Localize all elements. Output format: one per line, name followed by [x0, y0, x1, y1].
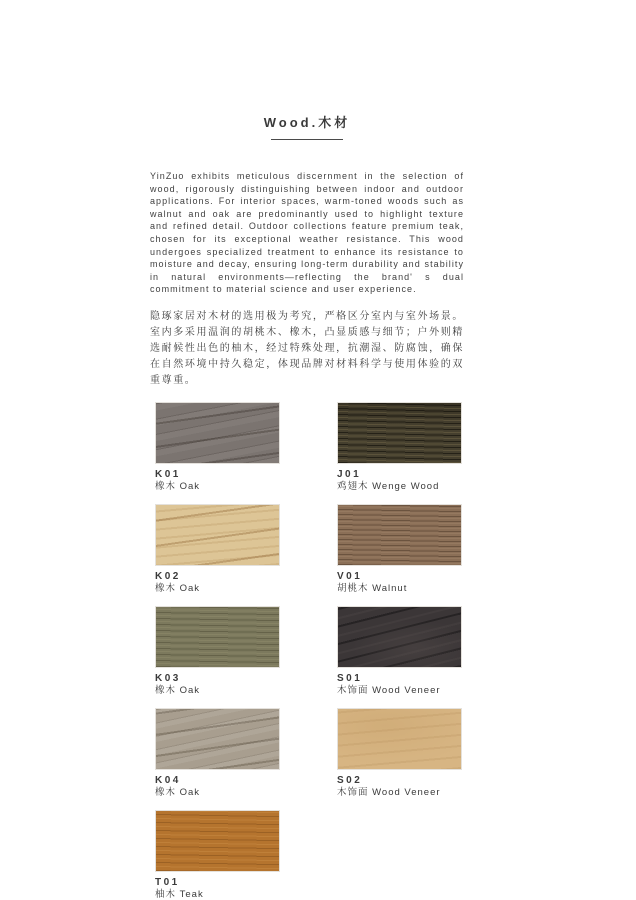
swatch-name: 橡木 Oak — [155, 786, 201, 798]
swatch-code: K02 — [155, 570, 181, 582]
intro-paragraph-english: YinZuo exhibits meticulous discernment in the selection of wood, rigorously distinguishing between indoor and outdoor applications. For interior spaces, warm-toned woods such as walnut and oak are predominantly used to highlight texture and refined detail. Outdoor collections feature premium teak, chosen for its exceptional weather resistance. This wood undergoes specialized treatment to enhance its resistance to moisture and decay, ensuring long-term durability and stability in natural environments—reflecting the brand' s dual commitment to material science and user experience. — [150, 171, 464, 295]
swatch-cell-v01 — [337, 504, 462, 595]
swatch-cell-t01 — [155, 810, 280, 900]
wood-swatch-image-k03 — [155, 606, 280, 668]
page-title: Wood.木材 — [263, 115, 351, 130]
wood-swatch-image-t01 — [155, 810, 280, 872]
wood-swatch-image-v01 — [337, 504, 462, 566]
swatch-code: S02 — [337, 774, 363, 786]
swatch-cell-k01 — [155, 402, 280, 493]
wood-swatch-image-k04 — [155, 708, 280, 770]
title-underline — [271, 139, 343, 140]
wood-swatch-grid — [155, 402, 464, 900]
wood-swatch-image-s01 — [337, 606, 462, 668]
wood-swatch-image-k01 — [155, 402, 280, 464]
swatch-name: 木饰面 Wood Veneer — [337, 684, 441, 696]
swatch-name: 鸡翅木 Wenge Wood — [337, 480, 440, 492]
swatch-cell-s01 — [337, 606, 462, 697]
content-column — [150, 0, 464, 900]
wood-swatch-image-s02 — [337, 708, 462, 770]
swatch-name: 橡木 Oak — [155, 582, 201, 594]
swatch-cell-s02 — [337, 708, 462, 799]
swatch-code: V01 — [337, 570, 363, 582]
swatch-code: K01 — [155, 468, 181, 480]
swatch-code: S01 — [337, 672, 363, 684]
swatch-name: 橡木 Oak — [155, 480, 201, 492]
swatch-name: 柚木 Teak — [155, 888, 204, 900]
swatch-code: J01 — [337, 468, 362, 480]
swatch-cell-j01 — [337, 402, 462, 493]
swatch-cell-k02 — [155, 504, 280, 595]
swatch-code: K04 — [155, 774, 181, 786]
swatch-name: 木饰面 Wood Veneer — [337, 786, 441, 798]
swatch-cell-k04 — [155, 708, 280, 799]
swatch-code: T01 — [155, 876, 180, 888]
swatch-name: 橡木 Oak — [155, 684, 201, 696]
swatch-name: 胡桃木 Walnut — [337, 582, 408, 594]
wood-swatch-image-k02 — [155, 504, 280, 566]
wood-swatch-image-j01 — [337, 402, 462, 464]
swatch-cell-k03 — [155, 606, 280, 697]
intro-paragraph-chinese: 隐琢家居对木材的选用极为考究，严格区分室内与室外场景。室内多采用温润的胡桃木、橡木，凸显质感与细节；户外则精选耐候性出色的柚木，经过特殊处理，抗潮湿、防腐蚀，确保在自然环境中持久稳定，体现品牌对材料科学与使用体验的双重尊重。 — [150, 310, 464, 386]
title-block — [150, 112, 464, 140]
swatch-code: K03 — [155, 672, 181, 684]
